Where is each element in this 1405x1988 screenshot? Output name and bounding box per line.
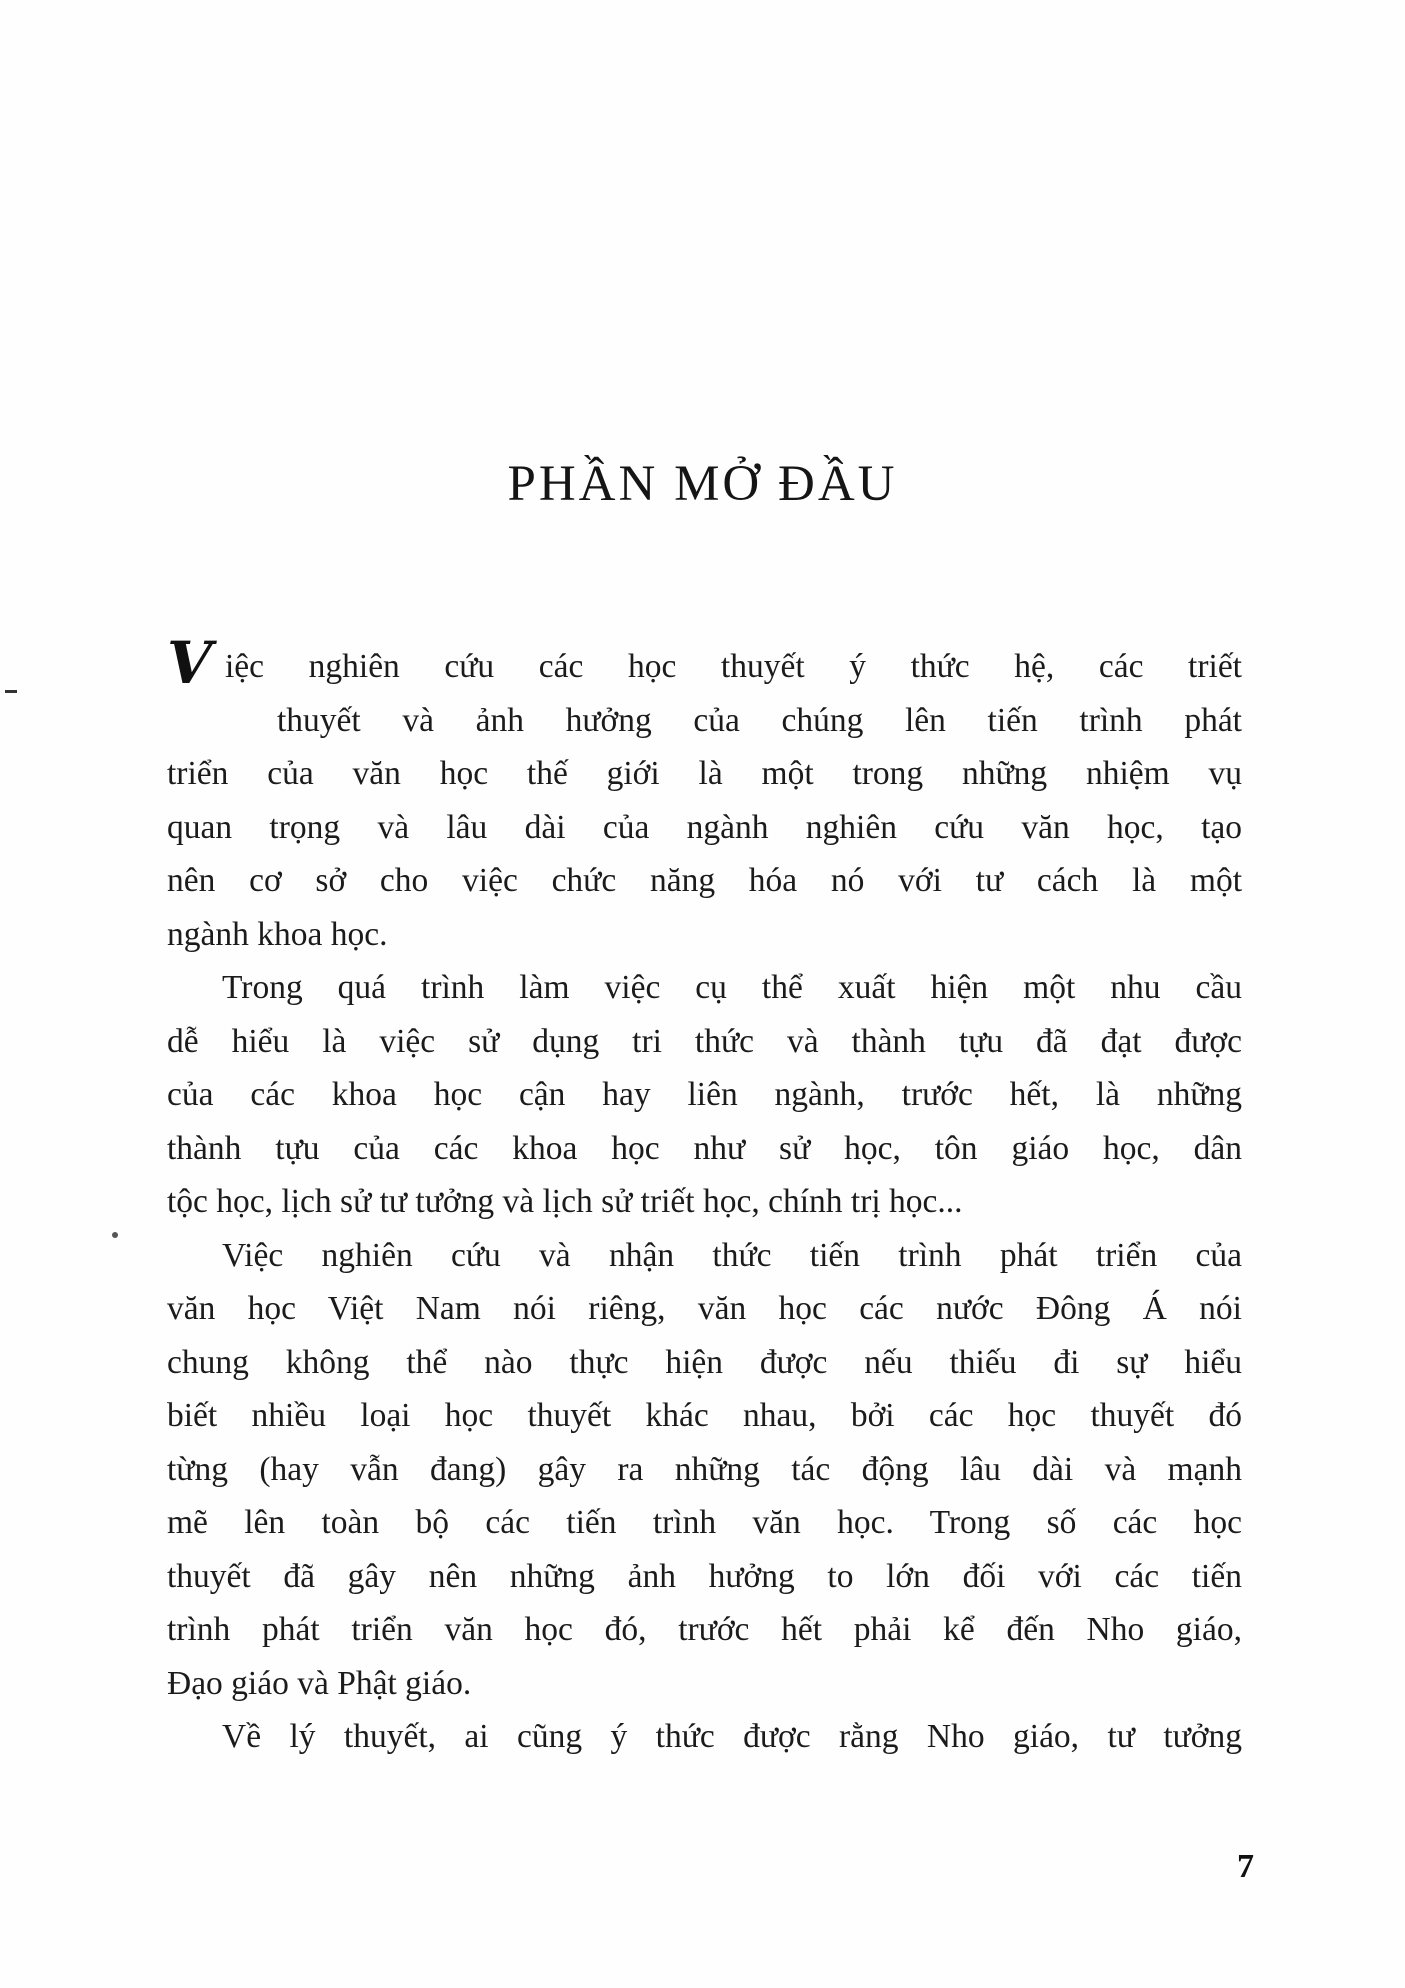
paragraph: [167, 1710, 1242, 1764]
paragraph-line: biết nhiều loại học thuyết khác nhau, bởi các học thuyết đó: [167, 1397, 1242, 1434]
paragraph-line: từng (hay vẫn đang) gây ra những tác động lâu dài và mạnh: [167, 1450, 1242, 1488]
paragraph-line: trình phát triển văn học đó, trước hết phải kể đến Nho giáo,: [167, 1611, 1242, 1648]
scan-mark: [112, 1232, 118, 1238]
paragraph-line: của các khoa học cận hay liên ngành, trước hết, là những: [167, 1076, 1242, 1113]
paragraph-line: Đạo giáo và Phật giáo.: [167, 1664, 472, 1702]
paragraph-line: Về lý thuyết, ai cũng ý thức được rằng Nho giáo, tư tưởng: [222, 1718, 1242, 1755]
chapter-title: PHẦN MỞ ĐẦU: [507, 456, 898, 512]
paragraph-line: triển của văn học thế giới là một trong những nhiệm vụ: [167, 755, 1242, 792]
page-number: 7: [1237, 1848, 1254, 1885]
paragraph-line: chung không thể nào thực hiện được nếu thiếu đi sự hiểu: [167, 1343, 1242, 1381]
paragraph-line: thuyết đã gây nên những ảnh hưởng to lớn đối với các tiến: [167, 1557, 1242, 1595]
paragraph-line: Trong quá trình làm việc cụ thể xuất hiện một nhu cầu: [222, 969, 1242, 1006]
body-text: [167, 629, 1242, 1764]
paragraph-line: nên cơ sở cho việc chức năng hóa nó với tư cách là một: [167, 862, 1242, 899]
paragraph-line: mẽ lên toàn bộ các tiến trình văn học. Trong số các học: [167, 1504, 1242, 1541]
drop-cap: V: [167, 629, 213, 697]
paragraph-line: [167, 629, 1242, 697]
scan-mark: [5, 690, 17, 693]
line-text: iệc nghiên cứu các học thuyết ý thức hệ, các triết: [225, 648, 1242, 685]
paragraph: [167, 1229, 1242, 1711]
paragraph-line: dễ hiểu là việc sử dụng tri thức và thành tựu đã đạt được: [167, 1022, 1242, 1060]
paragraph-line: thuyết và ảnh hưởng của chúng lên tiến trình phát: [277, 701, 1242, 739]
paragraph-line: quan trọng và lâu dài của ngành nghiên cứu văn học, tạo: [167, 808, 1242, 846]
paragraph: [167, 961, 1242, 1229]
paragraph-line: tộc học, lịch sử tư tưởng và lịch sử triết học, chính trị học...: [167, 1183, 963, 1220]
paragraph: [167, 629, 1242, 961]
paragraph-line: Việc nghiên cứu và nhận thức tiến trình phát triển của: [222, 1236, 1242, 1274]
paragraph-line: ngành khoa học.: [167, 915, 388, 953]
paragraph-line: văn học Việt Nam nói riêng, văn học các nước Đông Á nói: [167, 1290, 1242, 1327]
paragraph-line: thành tựu của các khoa học như sử học, tôn giáo học, dân: [167, 1129, 1242, 1167]
